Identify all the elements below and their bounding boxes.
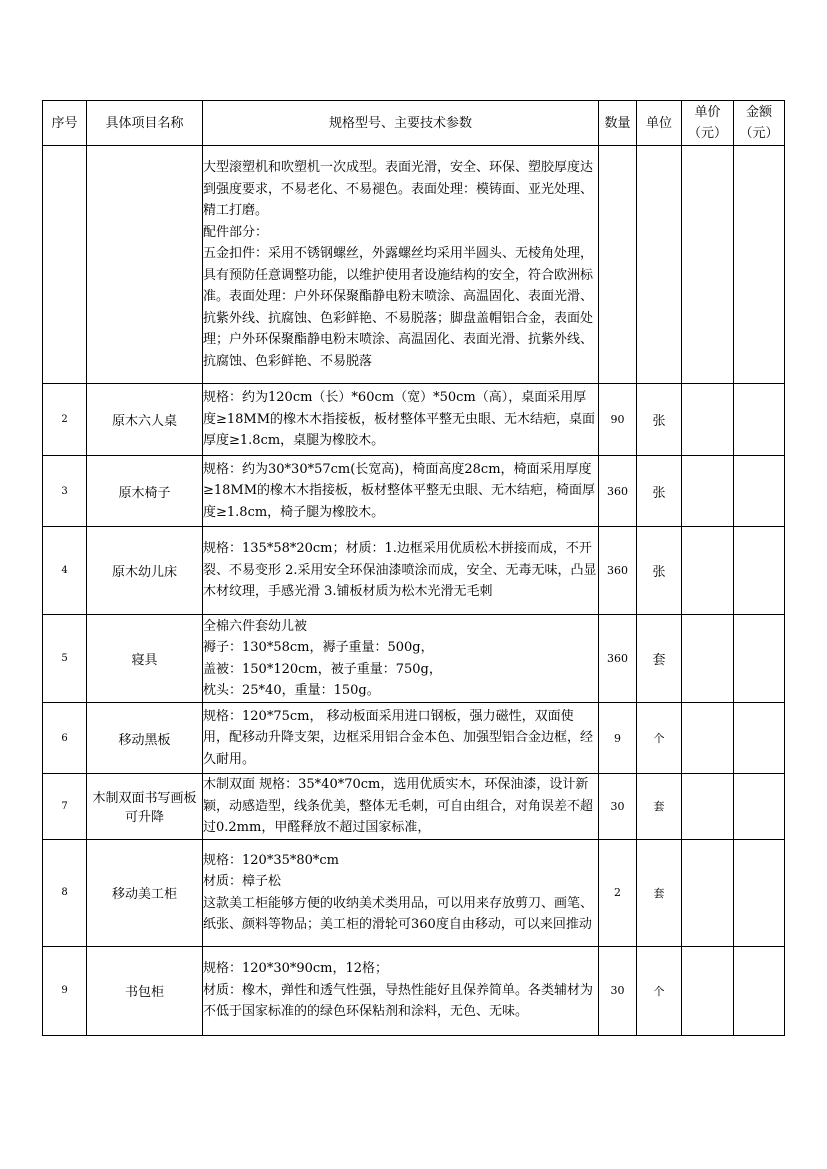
row-no [43, 146, 87, 384]
header-qty: 数量 [599, 101, 637, 146]
header-row [43, 101, 785, 146]
row-spec [203, 527, 599, 615]
header-amount-line1: 金额 [745, 105, 772, 120]
row-name: 原木幼儿床 [87, 527, 203, 615]
table-row [43, 527, 785, 615]
row-price [682, 456, 734, 527]
row-price [682, 946, 734, 1035]
row-qty: 360 [599, 615, 637, 703]
row-spec [203, 456, 599, 527]
header-name: 具体项目名称 [87, 101, 203, 146]
row-spec [203, 839, 599, 946]
row-amount [734, 774, 785, 840]
row-unit: 套 [637, 774, 682, 840]
row-no: 3 [43, 456, 87, 527]
row-spec [203, 703, 599, 774]
row-name [87, 146, 203, 384]
header-unit: 单位 [637, 101, 682, 146]
row-name: 木制双面书写画板可升降 [87, 774, 203, 840]
row-amount [734, 527, 785, 615]
row-unit [637, 146, 682, 384]
row-spec [203, 384, 599, 456]
row-no: 9 [43, 946, 87, 1035]
table-row [43, 839, 785, 946]
row-qty: 360 [599, 527, 637, 615]
spec-line: 配件部分： [203, 224, 269, 240]
row-no: 4 [43, 527, 87, 615]
row-unit: 套 [637, 839, 682, 946]
spec-line: 全棉六件套幼儿被 [203, 618, 308, 634]
spec-line: 规格：约为30*30*57cm(长宽高)，椅面高度28cm，椅面采用厚度≥18MM的橡木木指接板，板材整体平整无虫眼、无木结疤，椅面厚度≥1.8cm，椅子腿为橡胶木。 [203, 461, 596, 520]
row-no: 2 [43, 384, 87, 456]
header-price-line1: 单价 [694, 105, 721, 120]
row-name: 寝具 [87, 615, 203, 703]
row-qty: 9 [599, 703, 637, 774]
row-qty: 30 [599, 946, 637, 1035]
row-qty: 90 [599, 384, 637, 456]
row-spec [203, 774, 599, 840]
table-row [43, 946, 785, 1035]
row-amount [734, 456, 785, 527]
row-name: 原木六人桌 [87, 384, 203, 456]
row-name: 原木椅子 [87, 456, 203, 527]
table-body [43, 146, 785, 1036]
spec-line: 材质：橡木，弹性和透气性强，导热性能好且保养简单。各类辅材为不低于国家标准的的绿色环保粘剂和涂料，无色、无味。 [203, 982, 594, 1020]
header-no: 序号 [43, 101, 87, 146]
row-unit: 张 [637, 384, 682, 456]
row-price [682, 839, 734, 946]
spec-line: 规格：120*75cm， 移动板面采用进口钢板，强力磁性，双面使用，配移动升降支架，边框采用铝合金本色、加强型铝合金边框，经久耐用。 [203, 708, 594, 767]
row-name: 移动美工柜 [87, 839, 203, 946]
row-price [682, 703, 734, 774]
row-qty: 2 [599, 839, 637, 946]
row-no: 5 [43, 615, 87, 703]
spec-table [42, 100, 785, 1036]
table-row [43, 146, 785, 384]
row-amount [734, 839, 785, 946]
row-qty [599, 146, 637, 384]
table-row [43, 615, 785, 703]
row-amount [734, 384, 785, 456]
row-unit: 张 [637, 527, 682, 615]
row-unit: 套 [637, 615, 682, 703]
row-price [682, 774, 734, 840]
table-row [43, 456, 785, 527]
row-spec [203, 146, 599, 384]
spec-line: 规格：135*58*20cm；材质：1.边框采用优质松木拼接而成，不开裂、不易变形 2.采用安全环保油漆喷涂而成，安全、无毒无味，凸显木材纹理，手感光滑 3.铺板材质为松木光滑无毛刺 [203, 541, 597, 600]
row-no: 6 [43, 703, 87, 774]
spec-line: 大型滚塑机和吹塑机一次成型。表面光滑，安全、环保、塑胶厚度达到强度要求，不易老化、不易褪色。表面处理：模铸面、亚光处理、精工打磨。 [203, 160, 594, 218]
row-price [682, 384, 734, 456]
row-unit: 张 [637, 456, 682, 527]
table-row [43, 384, 785, 456]
spec-line: 这款美工柜能够方便的收纳美术类用品，可以用来存放剪刀、画笔、纸张、颜料等物品；美工柜的滑轮可360度自由移动，可以来回推动 [203, 895, 594, 932]
spec-line: 规格：120*30*90cm，12格； [203, 961, 389, 977]
spec-line: 规格：约为120cm（长）*60cm（宽）*50cm（高），桌面采用厚度≥18MM的橡木木指接板，板材整体平整无虫眼、无木结疤，桌面厚度≥1.8cm，桌腿为橡胶木。 [203, 390, 596, 449]
row-qty: 360 [599, 456, 637, 527]
row-amount [734, 615, 785, 703]
spec-line: 材质：樟子松 [203, 874, 282, 889]
spec-line: 枕头：25*40，重量：150g。 [203, 683, 380, 698]
row-amount [734, 703, 785, 774]
header-price [682, 101, 734, 146]
row-amount [734, 146, 785, 384]
table-row [43, 703, 785, 774]
spec-line: 木制双面 规格：35*40*70cm，选用优质实木，环保油漆，设计新颖，动感造型，线条优美，整体无毛刺，可自由组合，对角误差不超过0.2mm，甲醛释放不超过国家标准， [203, 777, 594, 835]
row-unit: 个 [637, 946, 682, 1035]
row-spec [203, 615, 599, 703]
row-qty: 30 [599, 774, 637, 840]
row-unit: 个 [637, 703, 682, 774]
row-no: 8 [43, 839, 87, 946]
table-row [43, 774, 785, 840]
spec-line: 褥子：130*58cm，褥子重量：500g， [203, 640, 434, 655]
row-price [682, 615, 734, 703]
row-name: 移动黑板 [87, 703, 203, 774]
header-amount [734, 101, 785, 146]
row-price [682, 146, 734, 384]
header-amount-line2: （元） [739, 126, 779, 141]
header-price-line2: （元） [687, 126, 727, 141]
row-price [682, 527, 734, 615]
spec-line: 盖被：150*120cm，被子重量：750g， [203, 661, 442, 677]
spec-line: 规格：120*35*80*cm [203, 852, 340, 868]
row-name: 书包柜 [87, 946, 203, 1035]
header-spec: 规格型号、主要技术参数 [203, 101, 599, 146]
row-spec [203, 946, 599, 1035]
row-amount [734, 946, 785, 1035]
row-no: 7 [43, 774, 87, 840]
spec-line: 五金扣件：采用不锈钢螺丝，外露螺丝均采用半圆头、无棱角处理，具有预防任意调整功能，以维护使用者设施结构的安全，符合欧洲标准。表面处理：户外环保聚酯静电粉末喷涂、高温固化、表面光滑、抗紫外线、抗腐蚀、色彩鲜艳、不易脱落；脚盘盖帽铝合金，表面处理；户外环保聚酯静电粉末喷涂、高温固化、表面光滑、抗紫外线、抗腐蚀、色彩鲜艳、不易脱落 [203, 246, 594, 369]
